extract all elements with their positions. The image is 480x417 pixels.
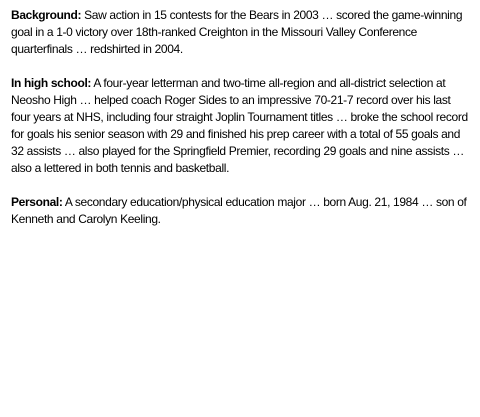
high-school-text: A four-year letterman and two-time all-region and all-district selection at Neosho High … helped coach Roger Sides to an impressive 70-21-7 record over his last four years at NHS, including four straight Joplin Tournament titles … broke the school record for goals his senior season with 29 and finished his prep career with a total of 55 goals and 32 assists … also played for the Springfield Premier, recording 29 goals and nine assists … also a lettered in both tennis and basketball. [11,76,468,175]
background-label: Background: [11,8,82,22]
personal-label: Personal: [11,195,63,209]
background-paragraph [11,7,471,58]
personal-paragraph [11,194,471,228]
high-school-label: In high school: [11,76,92,90]
bio-content [11,7,471,245]
high-school-paragraph [11,75,471,177]
personal-text: A secondary education/physical education major … born Aug. 21, 1984 … son of Kenneth and Carolyn Keeling. [11,195,467,226]
background-text: Saw action in 15 contests for the Bears in 2003 … scored the game-winning goal in a 1-0 victory over 18th-ranked Creighton in the Missouri Valley Conference quarterfinals … redshirted in 2004. [11,8,463,56]
